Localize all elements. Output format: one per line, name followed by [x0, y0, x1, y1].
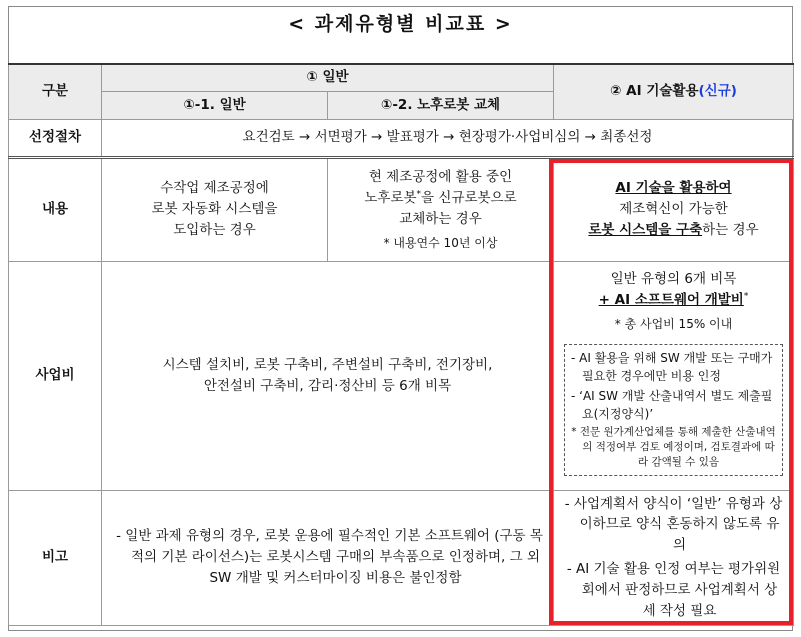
sw-cost-note-box: - AI 활용을 위해 SW 개발 또는 구매가 필요한 경우에만 비용 인정 - ‘AI SW 개발 산출내역서 별도 제출필요(지정양식)’ * 전문 원가계산업체를 통해 제출한 산출내역의 적정여부 검토 예정이며, 검토결과에 따라 감액될 수 있음 — [564, 344, 783, 476]
remarks-general: - 일반 과제 유형의 경우, 로봇 운용에 필수적인 기본 소프트웨어 (구동 목적의 기본 라이선스)는 로봇시스템 구매의 부속품으로 인정하며, 그 외 SW 개발 및 커스터마이징 비용은 불인정함 — [102, 490, 554, 626]
label-remarks: 비고 — [9, 490, 102, 626]
budget-ai: 일반 유형의 6개 비목 + AI 소프트웨어 개발비* * 총 사업비 15% 이내 - AI 활용을 위해 SW 개발 또는 구매가 필요한 경우에만 비용 인정 - ‘AI SW 개발 산출내역서 별도 제출필요(지정양식)’ * 전문 원가계산업체를 통해 제출한 산출내역의 적정여부 검토 예정이며, 검토결과에 따라 감액될 수 있음 — [554, 261, 794, 490]
budget-cap-note: * 총 사업비 15% 이내 — [614, 317, 733, 332]
row-remarks — [9, 490, 794, 626]
content-ai: AI 기술을 활용하여 제조혁신이 가능한 로봇 시스템을 구축하는 경우 — [554, 157, 794, 261]
page-title: < 과제유형별 비교표 > — [288, 13, 513, 35]
label-content: 내용 — [9, 157, 102, 261]
content-general-1: 수작업 제조공정에 로봇 자동화 시스템을 도입하는 경우 — [102, 157, 328, 261]
header-general-2: ①-2. 노후로봇 교체 — [328, 91, 554, 119]
new-badge: (신규) — [698, 83, 737, 100]
useful-life-note: * 내용연수 10년 이상 — [383, 235, 498, 250]
content-general-2: 현 제조공정에 활용 중인 노후로봇*을 신규로봇으로 교체하는 경우 * 내용연수 10년 이상 — [328, 157, 554, 261]
label-budget: 사업비 — [9, 261, 102, 490]
remarks-ai: - 사업계획서 양식이 ‘일반’ 유형과 상이하므로 양식 혼동하지 않도록 유의 - AI 기술 활용 인정 여부는 평가위원회에서 판정하므로 사업계획서 상세 작성 필요 — [554, 490, 794, 626]
budget-general: 시스템 설치비, 로봇 구축비, 주변설비 구축비, 전기장비, 안전설비 구축비, 감리·정산비 등 6개 비목 — [102, 261, 554, 490]
header-category: 구분 — [9, 64, 102, 119]
header-ai: ② AI 기술활용(신규) — [554, 64, 794, 119]
header-general-1: ①-1. 일반 — [102, 91, 328, 119]
selection-procedure: 요건검토 → 서면평가 → 발표평가 → 현장평가·사업비심의 → 최종선정 — [102, 119, 794, 157]
comparison-table — [8, 63, 794, 626]
header-general: ① 일반 — [102, 64, 554, 91]
row-content — [9, 157, 794, 261]
label-selection: 선정절차 — [9, 119, 102, 157]
header-row-1 — [9, 64, 794, 91]
row-budget — [9, 261, 794, 490]
row-selection — [9, 119, 794, 157]
